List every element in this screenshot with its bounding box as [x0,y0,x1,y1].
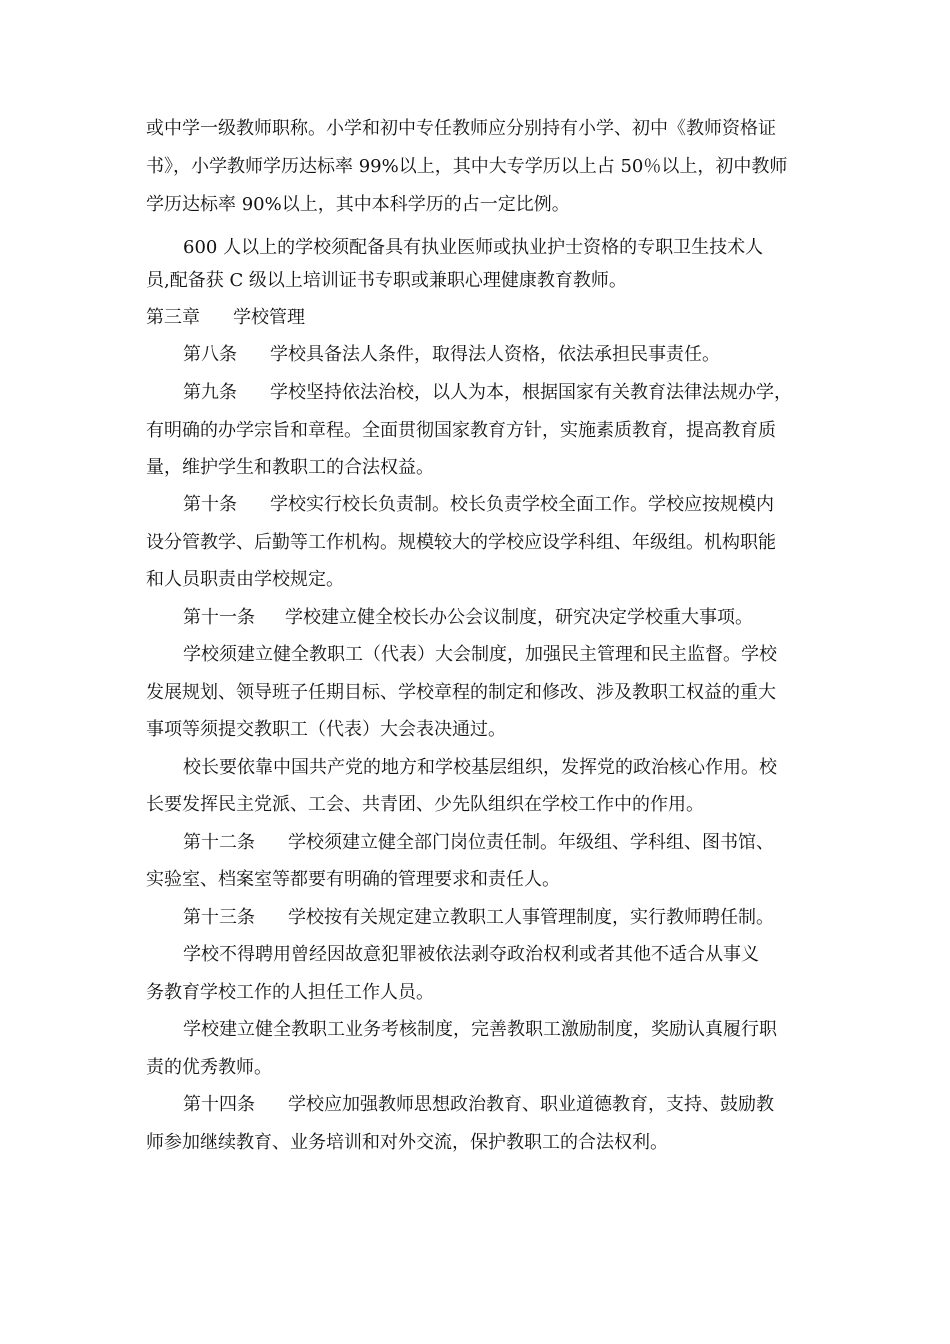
article-number: 第九条 [183,382,237,403]
article-text: 学校按有关规定建立教职工人事管理制度，实行教师聘任制。 [288,907,774,928]
text-line: 学校须建立健全教职工（代表）大会制度，加强民主管理和民主监督。学校 [183,644,777,665]
text-line: 有明确的办学宗旨和章程。全面贯彻国家教育方针，实施素质教育，提高教育质 [146,420,776,441]
text-line: 事项等须提交教职工（代表）大会表决通过。 [146,719,506,740]
chapter-number: 第三章 [146,307,200,328]
text-line: 量，维护学生和教职工的合法权益。 [146,457,434,478]
article-number: 第十一条 [183,607,255,628]
article-13 [183,905,863,931]
text-line: 务教育学校工作的人担任工作人员。 [146,982,434,1003]
article-14 [183,1092,863,1118]
chapter-heading [146,305,826,331]
article-text: 学校须建立健全部门岗位责任制。年级组、学科组、图书馆、 [288,832,774,853]
text-line: 书》，小学教师学历达标率 99%以上，其中大专学历以上占 50％以上，初中教师 [146,156,788,177]
article-text: 学校建立健全校长办公会议制度，研究决定学校重大事项。 [285,607,753,628]
article-11 [183,605,863,631]
article-text: 学校实行校长负责制。校长负责学校全面工作。学校应按规模内 [270,494,774,515]
article-8 [183,342,863,368]
text-line: 学历达标率 90%以上，其中本科学历的占一定比例。 [146,194,570,215]
text-line: 实验室、档案室等都要有明确的管理要求和责任人。 [146,869,560,890]
article-number: 第十四条 [183,1094,255,1115]
article-number: 第十条 [183,494,237,515]
article-10 [183,492,863,518]
article-9 [183,380,863,406]
article-number: 第十三条 [183,907,255,928]
text-line: 学校不得聘用曾经因故意犯罪被依法剥夺政治权利或者其他不适合从事义 [183,944,759,965]
article-12 [183,830,863,856]
text-line: 员,配备获 C 级以上培训证书专职或兼职心理健康教育教师。 [146,270,627,291]
article-text: 学校具备法人条件，取得法人资格，依法承担民事责任。 [270,344,720,365]
text-line: 或中学一级教师职称。小学和初中专任教师应分别持有小学、初中《教师资格证 [146,118,776,139]
text-line: 600 人以上的学校须配备具有执业医师或执业护士资格的专职卫生技术人 [183,237,764,258]
text-line: 师参加继续教育、业务培训和对外交流，保护教职工的合法权利。 [146,1132,668,1153]
text-line: 学校建立健全教职工业务考核制度，完善教职工激励制度，奖励认真履行职 [183,1019,777,1040]
text-line: 校长要依靠中国共产党的地方和学校基层组织，发挥党的政治核心作用。校 [183,757,777,778]
article-text: 学校应加强教师思想政治教育、职业道德教育，支持、鼓励教 [288,1094,774,1115]
article-number: 第八条 [183,344,237,365]
article-number: 第十二条 [183,832,255,853]
text-line: 发展规划、领导班子任期目标、学校章程的制定和修改、涉及教职工权益的重大 [146,682,776,703]
article-text: 学校坚持依法治校，以人为本，根据国家有关教育法律法规办学， [270,382,792,403]
text-line: 长要发挥民主党派、工会、共青团、少先队组织在学校工作中的作用。 [146,794,704,815]
chapter-title: 学校管理 [233,307,305,328]
text-line: 和人员职责由学校规定。 [146,569,344,590]
text-line: 责的优秀教师。 [146,1057,272,1078]
text-line: 设分管教学、后勤等工作机构。规模较大的学校应设学科组、年级组。机构职能 [146,532,776,553]
